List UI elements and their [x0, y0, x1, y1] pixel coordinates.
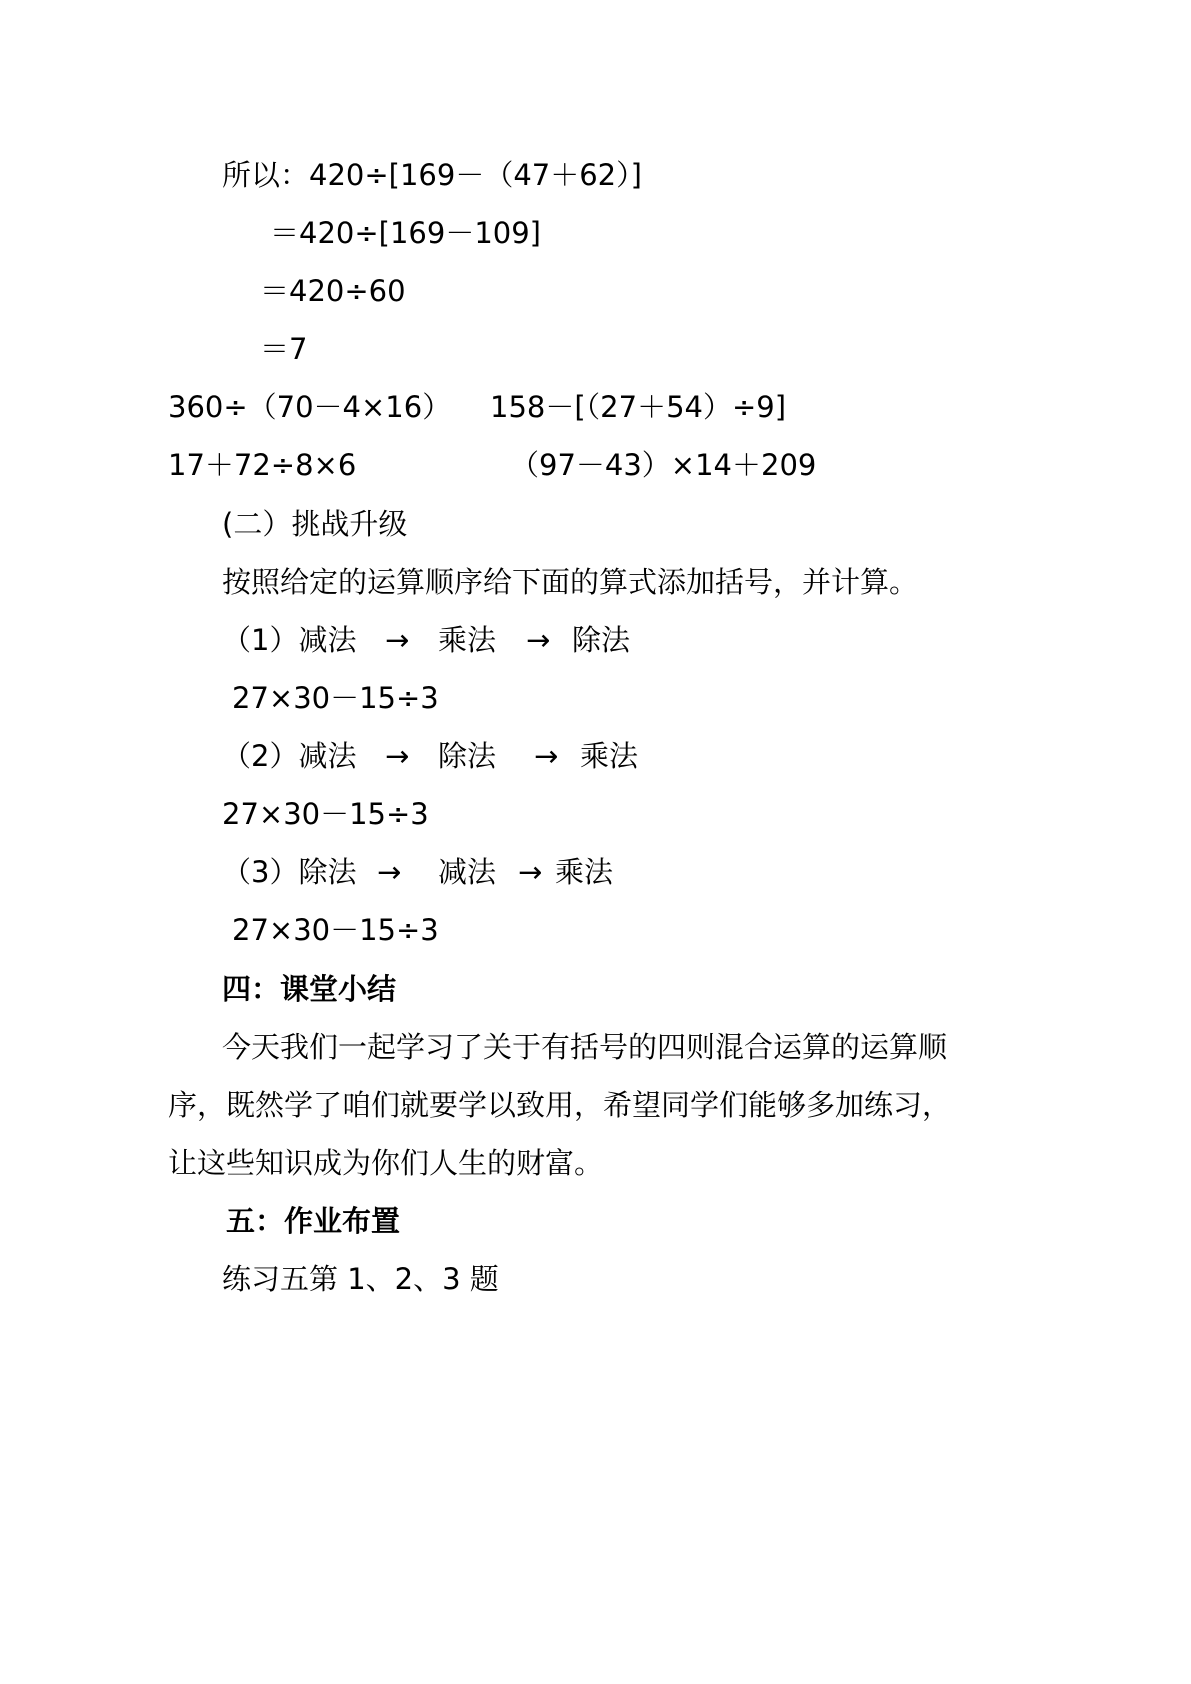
challenge-item-1-expr: 27×30－15÷3 — [232, 681, 439, 715]
solution-line-2: ＝420÷[169－109] — [270, 216, 541, 250]
solution-line-4: ＝7 — [260, 332, 308, 366]
summary-heading: 四：课堂小结 — [222, 972, 397, 1006]
challenge-item-1-label: （1）减法 — [222, 623, 357, 657]
challenge-item-2-op2: 除法 — [438, 739, 497, 773]
arrow-icon: → — [518, 855, 543, 889]
challenge-item-3-expr: 27×30－15÷3 — [232, 913, 439, 947]
summary-line-3: 让这些知识成为你们人生的财富。 — [168, 1146, 604, 1180]
homework-heading: 五：作业布置 — [226, 1204, 401, 1238]
exercise-1: 360÷（70－4×16） — [168, 390, 452, 424]
arrow-icon: → — [385, 739, 410, 773]
challenge-item-2-expr: 27×30－15÷3 — [222, 797, 429, 831]
solution-line-1: 所以：420÷[169－（47＋62）] — [222, 158, 642, 192]
exercise-3: 17＋72÷8×6 — [168, 448, 357, 482]
summary-line-2: 序，既然学了咱们就要学以致用，希望同学们能够多加练习， — [168, 1088, 952, 1122]
exercise-4: （97－43）×14＋209 — [510, 448, 817, 482]
arrow-icon: → — [534, 739, 559, 773]
exercise-2: 158－[（27＋54）÷9] — [490, 390, 787, 424]
challenge-item-1-op3: 除法 — [572, 623, 631, 657]
challenge-heading: (二）挑战升级 — [222, 507, 408, 541]
challenge-item-3-label: （3）除法 — [222, 855, 357, 889]
challenge-item-3-op2: 减法 — [438, 855, 497, 889]
solution-line-3: ＝420÷60 — [260, 274, 406, 308]
summary-line-1: 今天我们一起学习了关于有括号的四则混合运算的运算顺 — [222, 1030, 948, 1064]
challenge-item-2-label: （2）减法 — [222, 739, 357, 773]
challenge-item-2-op3: 乘法 — [580, 739, 639, 773]
challenge-item-1-op2: 乘法 — [438, 623, 497, 657]
homework-text: 练习五第 1、2、3 题 — [222, 1262, 499, 1296]
challenge-instruction: 按照给定的运算顺序给下面的算式添加括号，并计算。 — [222, 565, 919, 599]
challenge-item-3-op3: 乘法 — [555, 855, 614, 889]
arrow-icon: → — [526, 623, 551, 657]
arrow-icon: → — [377, 855, 402, 889]
arrow-icon: → — [385, 623, 410, 657]
